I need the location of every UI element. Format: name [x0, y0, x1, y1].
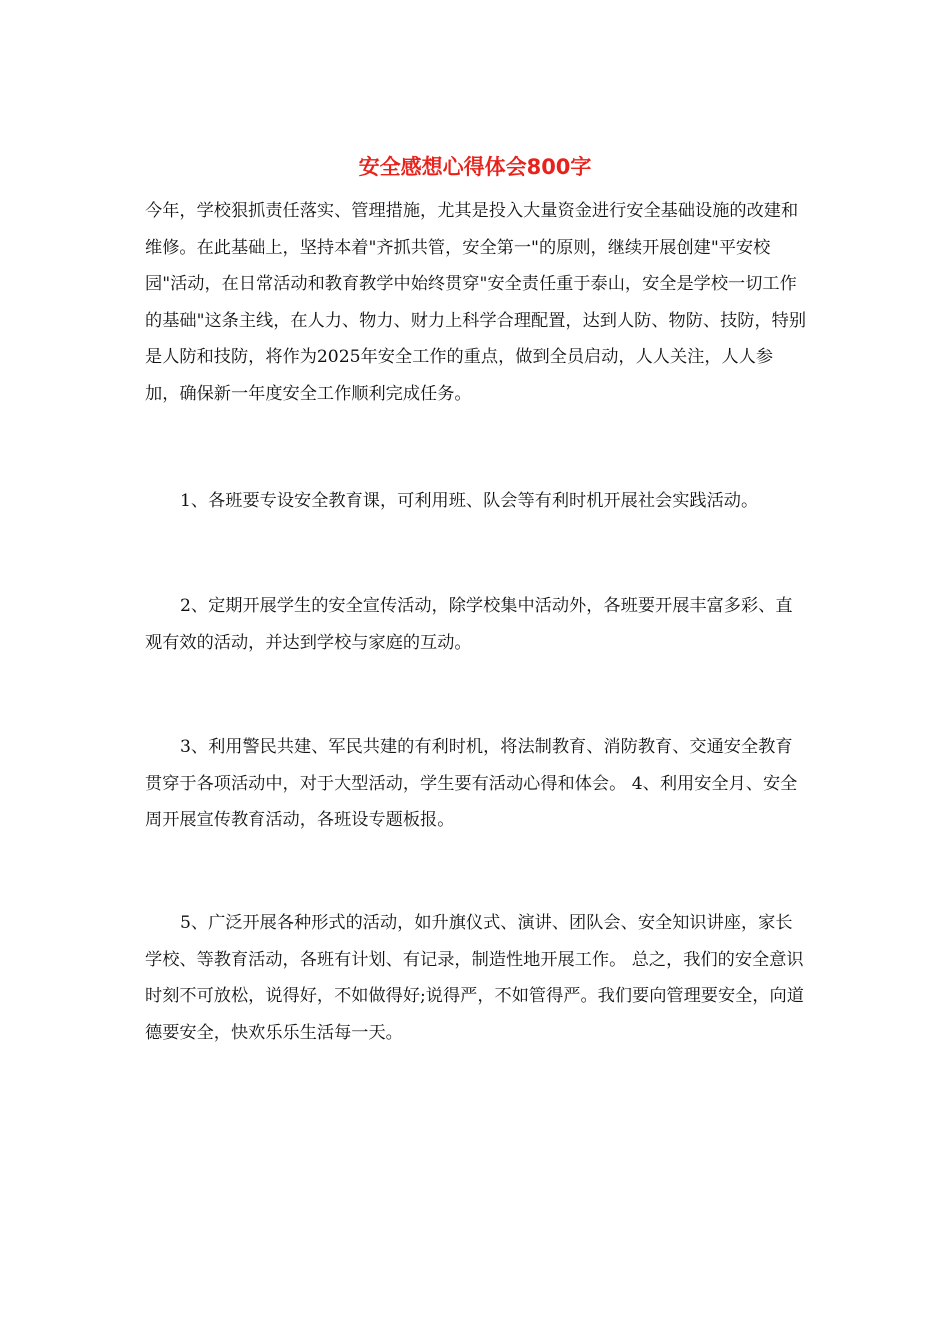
item-5-conclusion-paragraph: 5、广泛开展各种形式的活动，如升旗仪式、演讲、团队会、安全知识讲座，家长学校、等教育活动，各班有计划、有记录，制造性地开展工作。 总之，我们的安全意识时刻不可放松，说得好，不如做得好;说得严，不如管得严。我们要向管理要安全，向道德要安全，快欢乐乐生活每一天。 [145, 913, 804, 1043]
document-title: 安全感想心得体会800字 [358, 155, 592, 179]
item-2-paragraph: 2、定期开展学生的安全宣传活动，除学校集中活动外，各班要开展丰富多彩、直观有效的活动，并达到学校与家庭的互动。 [145, 596, 793, 653]
item-1-paragraph: 1、各班要专设安全教育课，可利用班、队会等有利时机开展社会实践活动。 [180, 491, 759, 511]
intro-paragraph: 今年，学校狠抓责任落实、管理措施，尤其是投入大量资金进行安全基础设施的改建和维修。在此基础上，坚持本着"齐抓共管，安全第一"的原则，继续开展创建"平安校园"活动，在日常活动和教育教学中始终贯穿"安全责任重于泰山，安全是学校一切工作的基础"这条主线，在人力、物力、财力上科学合理配置，达到人防、物防、技防，特别是人防和技防，将作为2025年安全工作的重点，做到全员启动，人人关注，人人参加，确保新一年度安全工作顺利完成任务。 [145, 201, 807, 404]
item-3-4-paragraph: 3、利用警民共建、军民共建的有利时机，将法制教育、消防教育、交通安全教育贯穿于各项活动中，对于大型活动，学生要有活动心得和体会。 4、利用安全月、安全周开展宣传教育活动，各班设专题板报。 [145, 737, 798, 830]
